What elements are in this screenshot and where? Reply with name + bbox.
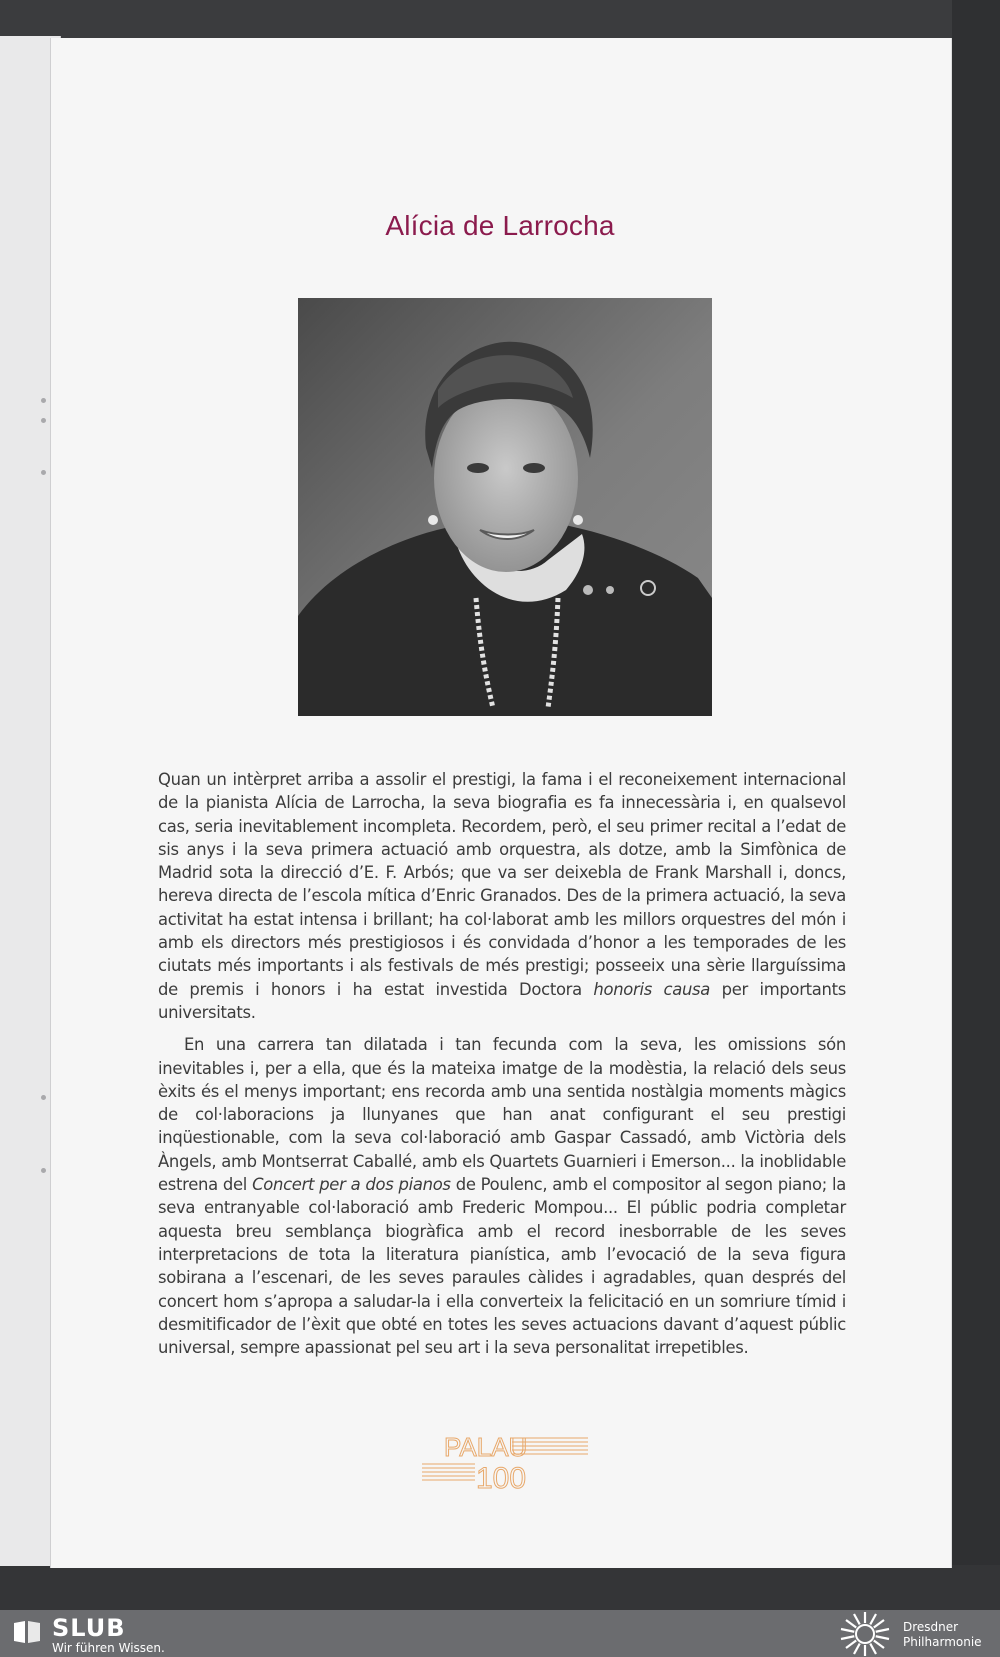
binding-hole <box>41 398 46 403</box>
palau-100-logo <box>420 1434 590 1494</box>
scan-background-bottom <box>0 1565 1000 1610</box>
viewer-footer-bar <box>0 1610 1000 1657</box>
partner-name-line2[interactable]: Philharmonie <box>903 1635 982 1649</box>
binding-hole <box>41 1168 46 1173</box>
scan-background-top <box>0 0 1000 38</box>
italic-title-text: honoris causa <box>593 979 711 999</box>
philharmonie-sunburst-icon <box>838 1611 892 1657</box>
portrait-illustration <box>298 298 712 716</box>
partner-name-line1[interactable]: Dresdner <box>903 1620 959 1634</box>
portrait-photo <box>298 298 712 716</box>
biography-paragraph <box>158 1033 846 1359</box>
library-tagline: Wir führen Wissen. <box>52 1641 165 1655</box>
paragraph-text-run: per importants universitats. <box>158 979 846 1022</box>
palau-100-logo-graphic <box>420 1434 590 1494</box>
biography-paragraph <box>158 768 846 1024</box>
logo-word: PALAU <box>444 1434 528 1462</box>
binding-hole <box>41 418 46 423</box>
logo-number: 100 <box>476 1462 527 1494</box>
biography-text <box>158 768 846 1368</box>
italic-title-text: Concert per a dos pianos <box>252 1175 451 1195</box>
binding-hole <box>41 1095 46 1100</box>
page-title: Alícia de Larrocha <box>385 210 615 241</box>
library-logo-name[interactable]: SLUB <box>52 1614 126 1642</box>
paragraph-text-run: de Poulenc, amb el compositor al segon piano; la seva entranyable col·laboració amb Frederic Mompou... El públic podria completar aquesta breu semblança biogràfica amb el record inesborrable de les seves interpretacions de tota la literatura pianística, amb l’evocació de la seva figura sobirana a l’escenari, de les seves paraules càlides i agradables, quan després del concert hom s’apropa a saludar-la i ella converteix la felicitació en un somriure tímid i desmitificador de l’èxit que obté en totes les seves actuacions davant d’aquest públic universal, sempre apassionat pel seu art i la seva personalitat irrepetibles. <box>158 1175 846 1358</box>
open-book-icon <box>12 1619 42 1645</box>
paragraph-text-run: Quan un intèrpret arriba a assolir el prestigi, la fama i el reconeixement internacional de la pianista Alícia de Larrocha, la seva biografia es fa innecessària i, en qualsevol cas, seria inevitablement incompleta. Recordem, però, el seu primer recital a l’edat de sis anys i la seva primera actuació amb orquestra, als dotze, amb la Simfònica de Madrid sota la direcció d’E. F. Arbós; que va ser deixebla de Frank Marshall i, doncs, hereva directa de l’escola mítica d’Enric Granados. Des de la primera actuació, la seva activitat ha estat intensa i brillant; ha col·laborat amb les millors orquestres del món i amb els directors més prestigiosos i és convidada d’honor a les temporades de les ciutats més importants i als festivals de més prestigi; posseeix una sèrie llarguíssima de premis i honors i ha estat investida Doctora <box>158 770 846 999</box>
binding-hole <box>41 470 46 475</box>
paragraph-text-run: En una carrera tan dilatada i tan fecunda com la seva, les omissions són inevitables i, per a ella, que és la mateixa imatge de la modèstia, la relació dels seus èxits és el menys important; ens recorda amb una sentida nostàlgia moments màgics de col·laboracions ja llunyanes que han anat configurant el seu prestigi inqüestionable, com la seva col·laboració amb Gaspar Cassadó, amb Victòria dels Àngels, amb Montserrat Caballé, amb els Quartets Guarnieri i Emerson... la inoblidable estrena del <box>158 1035 846 1195</box>
